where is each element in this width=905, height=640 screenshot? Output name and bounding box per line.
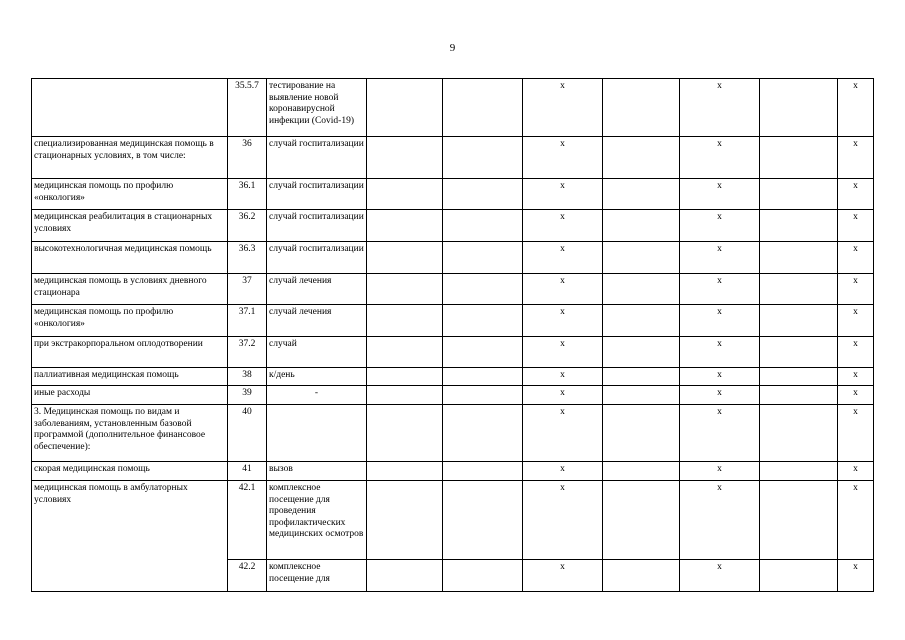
row-number-cell: 42.1 (228, 481, 267, 560)
value-cell (443, 274, 523, 305)
row-name-cell: высокотехнологичная медицинская помощь (32, 242, 228, 274)
value-cell: х (838, 305, 874, 337)
value-cell (603, 137, 680, 179)
value-cell: х (680, 242, 760, 274)
table-row (32, 481, 874, 560)
value-cell (443, 560, 523, 592)
row-number-cell: 37 (228, 274, 267, 305)
value-cell (443, 368, 523, 386)
value-cell (603, 179, 680, 210)
value-cell (443, 405, 523, 462)
row-name-cell: медицинская помощь в условиях дневного стационара (32, 274, 228, 305)
table-row (32, 368, 874, 386)
value-cell: х (523, 79, 603, 137)
row-unit-cell: - (267, 386, 367, 405)
value-cell (760, 242, 838, 274)
value-cell: х (523, 137, 603, 179)
value-cell (760, 368, 838, 386)
row-unit-cell: случай госпитализации (267, 242, 367, 274)
row-number-cell: 36.1 (228, 179, 267, 210)
value-cell: х (680, 368, 760, 386)
value-cell: х (838, 210, 874, 242)
value-cell (367, 337, 443, 368)
table-row (32, 210, 874, 242)
value-cell: х (680, 481, 760, 560)
value-cell: х (680, 560, 760, 592)
row-number-cell: 41 (228, 462, 267, 481)
value-cell (603, 368, 680, 386)
value-cell: х (680, 274, 760, 305)
value-cell (603, 337, 680, 368)
table-row (32, 405, 874, 462)
value-cell (603, 210, 680, 242)
value-cell: х (523, 481, 603, 560)
value-cell: х (680, 210, 760, 242)
table-row (32, 337, 874, 368)
value-cell (760, 79, 838, 137)
value-cell: х (838, 79, 874, 137)
value-cell (760, 210, 838, 242)
value-cell: х (680, 462, 760, 481)
row-number-cell: 37.1 (228, 305, 267, 337)
row-number-cell: 35.5.7 (228, 79, 267, 137)
value-cell (760, 481, 838, 560)
table-row (32, 79, 874, 137)
value-cell (760, 405, 838, 462)
row-name-cell: медицинская помощь по профилю «онкология» (32, 305, 228, 337)
row-unit-cell: к/день (267, 368, 367, 386)
row-name-cell: при экстракорпоральном оплодотворении (32, 337, 228, 368)
row-number-cell: 39 (228, 386, 267, 405)
table-row (32, 305, 874, 337)
row-unit-cell: комплексное посещение для проведения профилактических медицинских осмотров (267, 481, 367, 560)
row-name-cell: скорая медицинская помощь (32, 462, 228, 481)
value-cell (603, 405, 680, 462)
value-cell: х (523, 274, 603, 305)
value-cell: х (838, 337, 874, 368)
table-row (32, 386, 874, 405)
row-name-cell: медицинская реабилитация в стационарных условиях (32, 210, 228, 242)
value-cell (603, 386, 680, 405)
value-cell: х (838, 368, 874, 386)
value-cell (760, 462, 838, 481)
value-cell: х (523, 337, 603, 368)
value-cell (367, 405, 443, 462)
table-row (32, 137, 874, 179)
value-cell (367, 462, 443, 481)
value-cell (443, 481, 523, 560)
row-unit-cell: тестирование на выявление новой коронавирусной инфекции (Covid-19) (267, 79, 367, 137)
value-cell: х (838, 405, 874, 462)
row-unit-cell (267, 405, 367, 462)
page-number: 9 (449, 42, 456, 54)
value-cell (443, 462, 523, 481)
row-number-cell: 36.3 (228, 242, 267, 274)
row-name-cell: 3. Медицинская помощь по видам и заболеваниям, установленным базовой программой (дополнительное финансовое обеспечение): (32, 405, 228, 462)
value-cell: х (838, 274, 874, 305)
value-cell (367, 137, 443, 179)
value-cell (443, 337, 523, 368)
value-cell (367, 368, 443, 386)
value-cell (443, 386, 523, 405)
value-cell: х (523, 305, 603, 337)
value-cell: х (838, 386, 874, 405)
row-name-cell: иные расходы (32, 386, 228, 405)
value-cell: х (680, 337, 760, 368)
value-cell (443, 137, 523, 179)
value-cell (367, 386, 443, 405)
row-number-cell: 42.2 (228, 560, 267, 592)
value-cell (443, 242, 523, 274)
row-name-cell: паллиативная медицинская помощь (32, 368, 228, 386)
value-cell: х (523, 462, 603, 481)
table-row (32, 462, 874, 481)
value-cell: х (838, 242, 874, 274)
value-cell: х (523, 368, 603, 386)
value-cell: х (838, 137, 874, 179)
row-name-cell: медицинская помощь по профилю «онкология» (32, 179, 228, 210)
value-cell: х (523, 210, 603, 242)
value-cell (760, 137, 838, 179)
value-cell: х (838, 179, 874, 210)
value-cell (603, 481, 680, 560)
row-number-cell: 37.2 (228, 337, 267, 368)
row-unit-cell: случай госпитализации (267, 179, 367, 210)
value-cell (443, 305, 523, 337)
value-cell (443, 179, 523, 210)
value-cell: х (523, 242, 603, 274)
value-cell (760, 337, 838, 368)
value-cell (760, 560, 838, 592)
row-name-cell: медицинская помощь в амбулаторных условиях (32, 481, 228, 592)
value-cell (367, 179, 443, 210)
value-cell (603, 462, 680, 481)
value-cell: х (523, 179, 603, 210)
value-cell (760, 386, 838, 405)
row-unit-cell: случай лечения (267, 305, 367, 337)
value-cell: х (523, 386, 603, 405)
value-cell: х (523, 405, 603, 462)
value-cell: х (523, 560, 603, 592)
data-table (31, 78, 874, 592)
value-cell (367, 242, 443, 274)
row-number-cell: 36 (228, 137, 267, 179)
row-name-cell (32, 79, 228, 137)
table-row (32, 274, 874, 305)
row-number-cell: 38 (228, 368, 267, 386)
value-cell (443, 210, 523, 242)
table-row (32, 242, 874, 274)
value-cell: х (838, 560, 874, 592)
table-row (32, 179, 874, 210)
value-cell (367, 481, 443, 560)
value-cell (603, 274, 680, 305)
value-cell: х (680, 79, 760, 137)
value-cell: х (838, 462, 874, 481)
value-cell (760, 274, 838, 305)
row-unit-cell: случай госпитализации (267, 210, 367, 242)
value-cell (367, 210, 443, 242)
value-cell: х (680, 386, 760, 405)
value-cell (367, 274, 443, 305)
value-cell: х (680, 137, 760, 179)
value-cell (443, 79, 523, 137)
row-number-cell: 40 (228, 405, 267, 462)
value-cell: х (680, 179, 760, 210)
value-cell: х (680, 405, 760, 462)
value-cell (367, 560, 443, 592)
row-unit-cell: случай госпитализации (267, 137, 367, 179)
value-cell (603, 79, 680, 137)
value-cell (603, 305, 680, 337)
value-cell: х (838, 481, 874, 560)
row-unit-cell: вызов (267, 462, 367, 481)
row-name-cell: специализированная медицинская помощь в стационарных условиях, в том числе: (32, 137, 228, 179)
value-cell (603, 560, 680, 592)
row-number-cell: 36.2 (228, 210, 267, 242)
row-unit-cell: случай (267, 337, 367, 368)
value-cell: х (680, 305, 760, 337)
value-cell (367, 305, 443, 337)
value-cell (367, 79, 443, 137)
value-cell (603, 242, 680, 274)
value-cell (760, 305, 838, 337)
row-unit-cell: комплексное посещение для (267, 560, 367, 592)
row-unit-cell: случай лечения (267, 274, 367, 305)
value-cell (760, 179, 838, 210)
